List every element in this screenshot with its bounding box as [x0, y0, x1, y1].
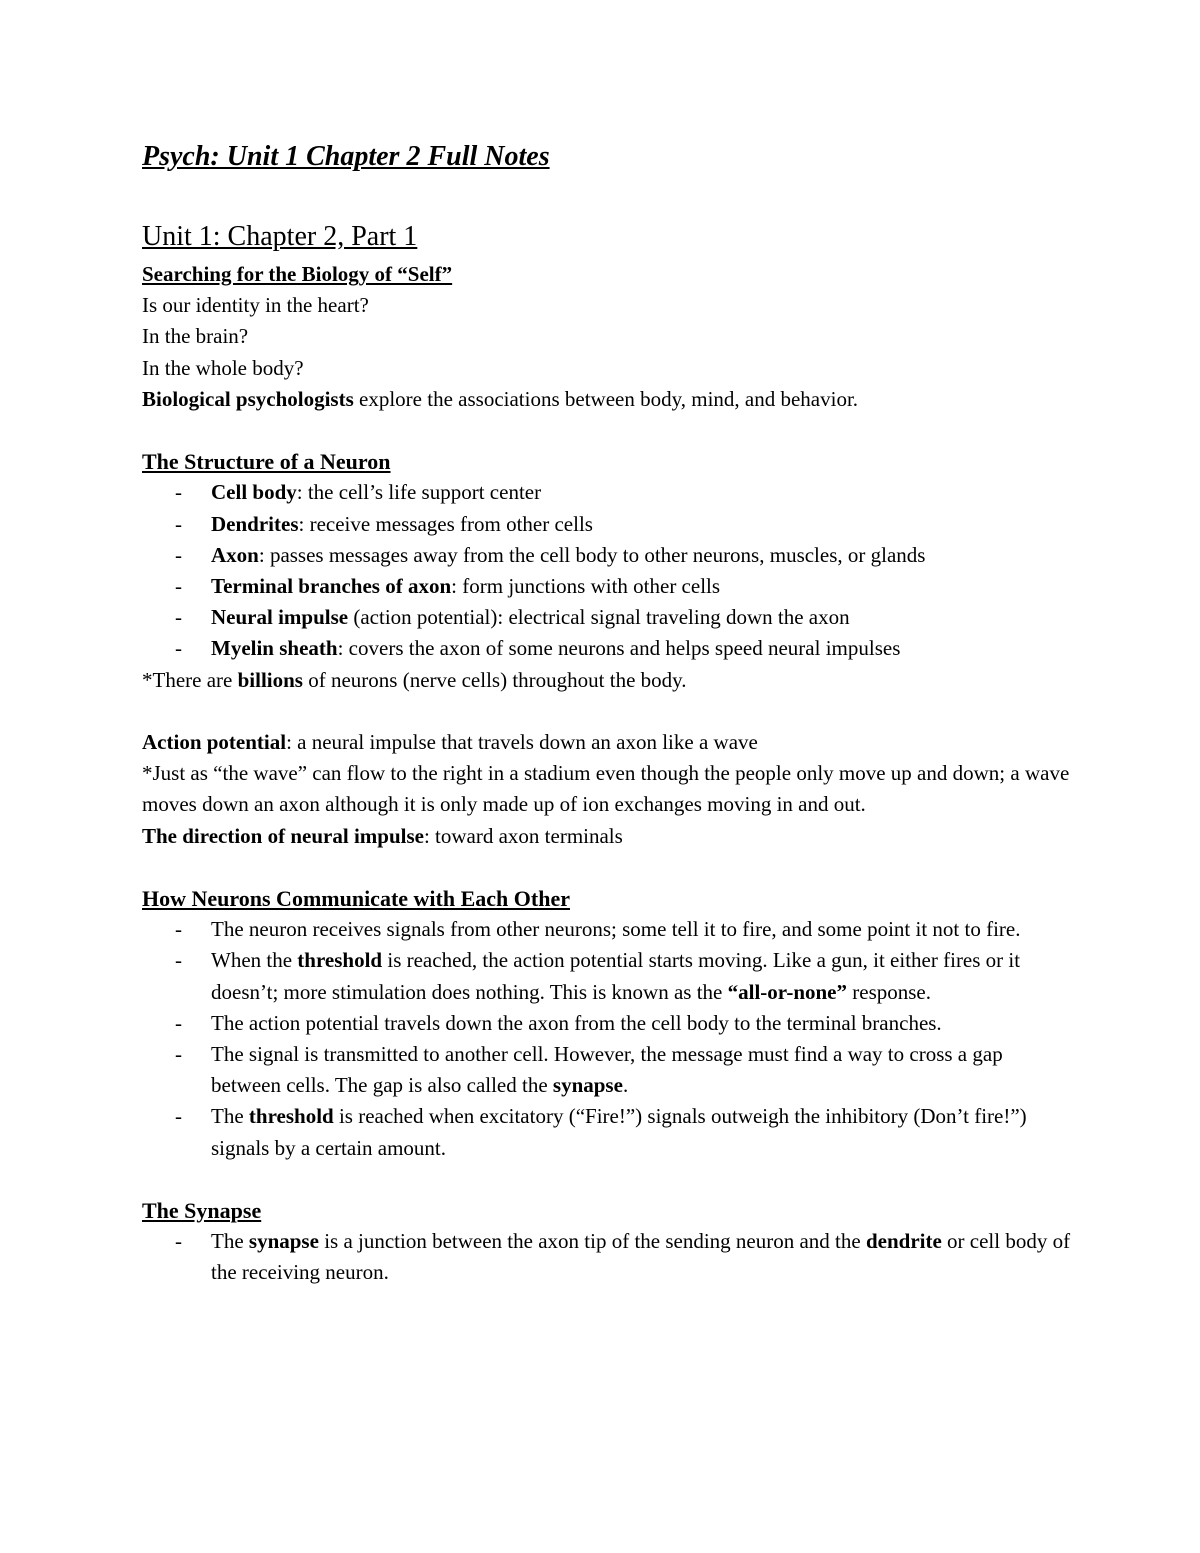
item-text: .	[622, 1073, 629, 1098]
action-potential-definition	[142, 727, 1072, 758]
term: Dendrites	[211, 511, 299, 536]
neuron-structure-list	[142, 477, 1072, 664]
spacer	[142, 1164, 1072, 1195]
list-item	[142, 477, 1072, 508]
definition: : covers the axon of some neurons and helps speed neural impulses	[337, 636, 901, 661]
list-item: - The action potential travels down the axon from the cell body to the terminal branches.	[142, 1008, 1072, 1039]
note-text: *There are	[142, 667, 238, 692]
billions-note	[142, 665, 1072, 696]
document-title: Psych: Unit 1 Chapter 2 Full Notes	[142, 141, 550, 172]
communication-heading: How Neurons Communicate with Each Other	[142, 886, 570, 912]
definition: (action potential): electrical signal traveling down the axon	[348, 605, 850, 630]
list-item	[142, 1101, 1072, 1163]
document-body	[142, 259, 1072, 1289]
list-item	[142, 1039, 1072, 1101]
item-bold: threshold	[248, 1104, 334, 1129]
definition: : a neural impulse that travels down an axon like a wave	[286, 730, 758, 755]
item-text: is reached when excitatory (“Fire!”) signals outweigh the inhibitory (Don’t fire!”) signals by a certain amount.	[211, 1104, 1027, 1160]
spacer	[142, 415, 1072, 446]
neuron-structure-heading: The Structure of a Neuron	[142, 449, 391, 475]
term: Neural impulse	[211, 605, 349, 630]
item-text: When the	[211, 948, 298, 973]
spacer	[142, 696, 1072, 727]
section-title: Unit 1: Chapter 2, Part 1	[142, 221, 418, 252]
list-item	[142, 945, 1072, 1007]
definition: : form junctions with other cells	[451, 574, 721, 599]
self-line: In the brain?	[142, 324, 249, 349]
list-item: - The neuron receives signals from other neurons; some tell it to fire, and some point it not to fire.	[142, 914, 1072, 945]
note-bold: billions	[237, 667, 303, 692]
self-heading: Searching for the Biology of “Self”	[142, 262, 453, 286]
term: The direction of neural impulse	[142, 823, 424, 848]
item-text: The	[211, 1104, 249, 1129]
term: Myelin sheath	[211, 636, 338, 661]
list-item	[142, 540, 1072, 571]
bio-psych-paragraph	[142, 384, 1072, 415]
item-text: or cell body of the receiving neuron.	[211, 1229, 1071, 1285]
item-text: The signal is transmitted to another cell. However, the message must find a way to cross a gap between cells. The gap is also called the	[211, 1042, 1003, 1098]
definition: : the cell’s life support center	[296, 480, 542, 505]
note-text: of neurons (nerve cells) throughout the body.	[302, 667, 687, 692]
direction-definition	[142, 821, 1072, 852]
self-line: Is our identity in the heart?	[142, 293, 369, 318]
term: Action potential	[142, 730, 287, 755]
bio-psych-term: Biological psychologists	[142, 386, 354, 411]
item-bold: threshold	[297, 948, 383, 973]
item-text: response.	[847, 979, 931, 1004]
definition: : passes messages away from the cell body to other neurons, muscles, or glands	[258, 542, 926, 567]
spacer	[142, 852, 1072, 883]
definition: : toward axon terminals	[423, 823, 623, 848]
definition: : receive messages from other cells	[298, 511, 593, 536]
wave-note: *Just as “the wave” can flow to the right in a stadium even though the people only move up and down; a wave moves down an axon although it is only made up of ion exchanges moving in and out.	[142, 761, 1070, 817]
list-item	[142, 509, 1072, 540]
list-item	[142, 602, 1072, 633]
item-bold: synapse	[552, 1073, 623, 1098]
list-item	[142, 1226, 1072, 1288]
item-text: is a junction between the axon tip of the sending neuron and the	[318, 1229, 866, 1254]
item-text: The	[211, 1229, 249, 1254]
item-text: is reached, the action potential starts moving. Like a gun, it either fires or it doesn’t; more stimulation does nothing. This is known as the	[211, 948, 1021, 1004]
list-item	[142, 571, 1072, 602]
item-bold: dendrite	[865, 1229, 942, 1254]
term: Cell body	[211, 480, 297, 505]
term: Axon	[211, 542, 259, 567]
communication-list	[142, 914, 1072, 1164]
bio-psych-text: explore the associations between body, mind, and behavior.	[353, 386, 859, 411]
self-line: In the whole body?	[142, 355, 304, 380]
list-item	[142, 633, 1072, 664]
synapse-list	[142, 1226, 1072, 1288]
item-bold: “all-or-none”	[727, 979, 848, 1004]
item-bold: synapse	[248, 1229, 319, 1254]
synapse-heading: The Synapse	[142, 1198, 262, 1224]
term: Terminal branches of axon	[211, 574, 452, 599]
